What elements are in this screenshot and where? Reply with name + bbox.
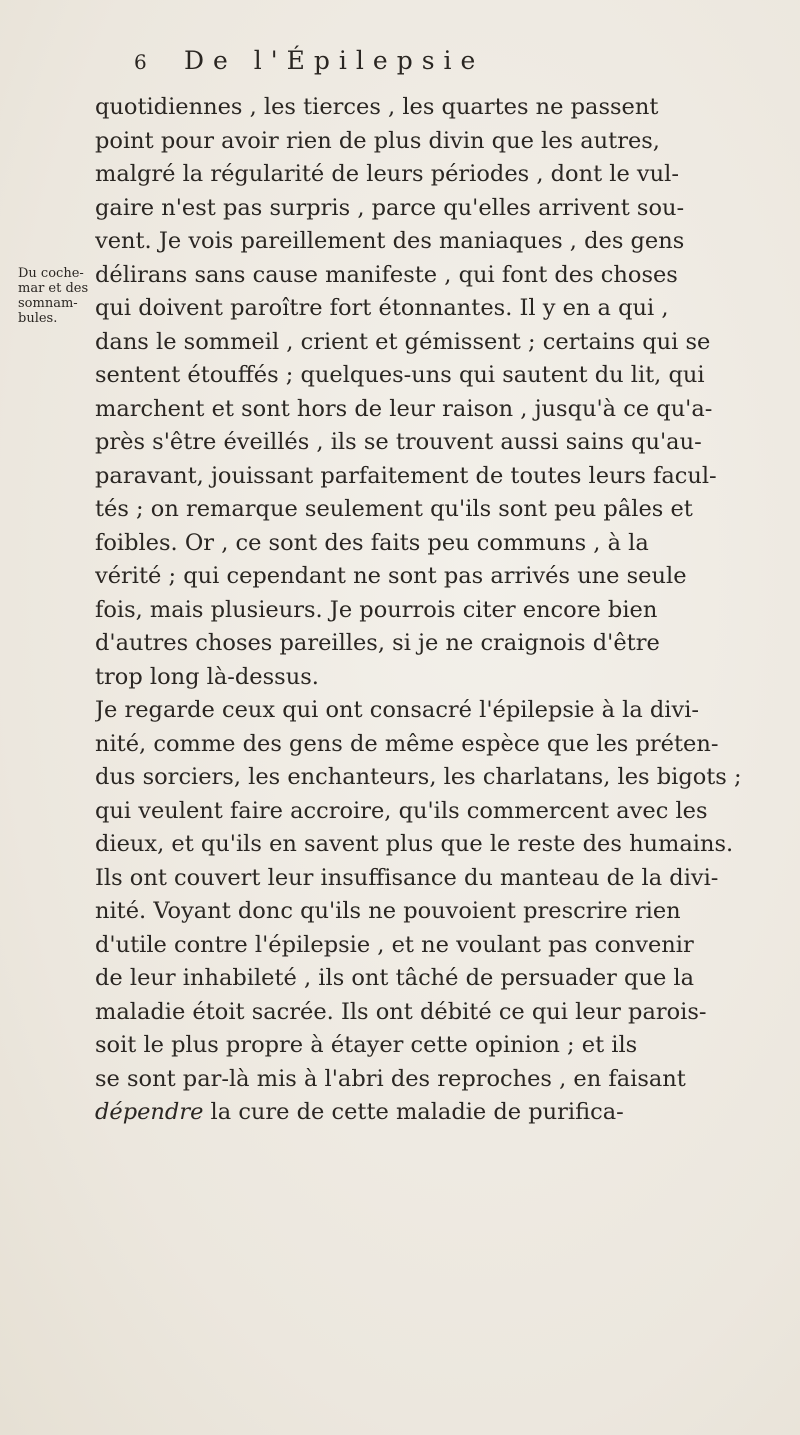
text-line: malgré la régularité de leurs périodes , dont le vul- xyxy=(95,161,679,187)
text-line: fois, mais plusieurs. Je pourrois citer encore bien xyxy=(95,596,658,623)
text-line: Ils ont couvert leur insuffisance du manteau de la divi- xyxy=(95,864,719,891)
text-line: près s'être éveillés , ils se trouvent aussi sains qu'au- xyxy=(95,429,702,455)
margin-note xyxy=(18,266,89,326)
text-line: trop long là-dessus. xyxy=(95,663,319,690)
text-line: vérité ; qui cependant ne sont pas arrivés une seule xyxy=(95,563,687,589)
text-line: foibles. Or , ce sont des faits peu communs , à la xyxy=(95,529,649,556)
text-line: tés ; on remarque seulement qu'ils sont peu pâles et xyxy=(95,496,693,522)
text-line: dieux, et qu'ils en savent plus que le reste des humains. xyxy=(95,831,734,857)
text-line: qui doivent paroître fort étonnantes. Il y en a qui , xyxy=(95,295,669,321)
text-line: dus sorciers, les enchanteurs, les charlatans, les bigots ; xyxy=(95,764,742,790)
text-line: dans le sommeil , crient et gémissent ; certains qui se xyxy=(95,328,711,355)
body-text xyxy=(95,91,775,1130)
text-line: paravant, jouissant parfaitement de toutes leurs facul- xyxy=(95,462,717,489)
last-line-rest: la cure de cette maladie de purifica- xyxy=(203,1099,624,1125)
italic-word: dépendre xyxy=(95,1099,204,1125)
page-number: 6 xyxy=(134,50,147,74)
margin-note-line: bules. xyxy=(18,311,58,326)
margin-note-line: Du coche- xyxy=(18,266,84,281)
margin-note-line: somnam- xyxy=(18,296,78,311)
text-line: maladie étoit sacrée. Ils ont débité ce qui leur parois- xyxy=(95,998,707,1025)
text-line: soit le plus propre à étayer cette opinion ; et ils xyxy=(95,1032,638,1058)
text-line: sentent étouffés ; quelques-uns qui sautent du lit, qui xyxy=(95,362,705,388)
text-line: marchent et sont hors de leur raison , jusqu'à ce qu'a- xyxy=(95,395,713,422)
text-line: se sont par-là mis à l'abri des reproches , en faisant xyxy=(95,1065,686,1092)
text-line: d'autres choses pareilles, si je ne craignois d'être xyxy=(95,630,660,656)
text-line: de leur inhabileté , ils ont tâché de persuader que la xyxy=(95,965,695,991)
text-line: quotidiennes , les tierces , les quartes ne passent xyxy=(95,94,659,120)
page-header xyxy=(134,46,774,86)
text-line: Je regarde ceux qui ont consacré l'épilepsie à la divi- xyxy=(95,697,700,723)
text-line: délirans sans cause manifeste , qui font des choses xyxy=(95,261,678,288)
margin-note-line: mar et des xyxy=(18,281,89,296)
text-line: vent. Je vois pareillement des maniaques , des gens xyxy=(95,228,685,254)
text-line: d'utile contre l'épilepsie , et ne voulant pas convenir xyxy=(95,931,694,958)
text-line: nité, comme des gens de même espèce que les préten- xyxy=(95,730,719,757)
text-line: point pour avoir rien de plus divin que les autres, xyxy=(95,127,660,154)
text-line: nité. Voyant donc qu'ils ne pouvoient prescrire rien xyxy=(95,898,681,924)
text-line: qui veulent faire accroire, qu'ils commercent avec les xyxy=(95,797,708,824)
running-title: De l'Épilepsie xyxy=(184,46,485,75)
text-line-last xyxy=(95,1096,775,1130)
text-line: gaire n'est pas surpris , parce qu'elles arrivent sou- xyxy=(95,194,685,221)
